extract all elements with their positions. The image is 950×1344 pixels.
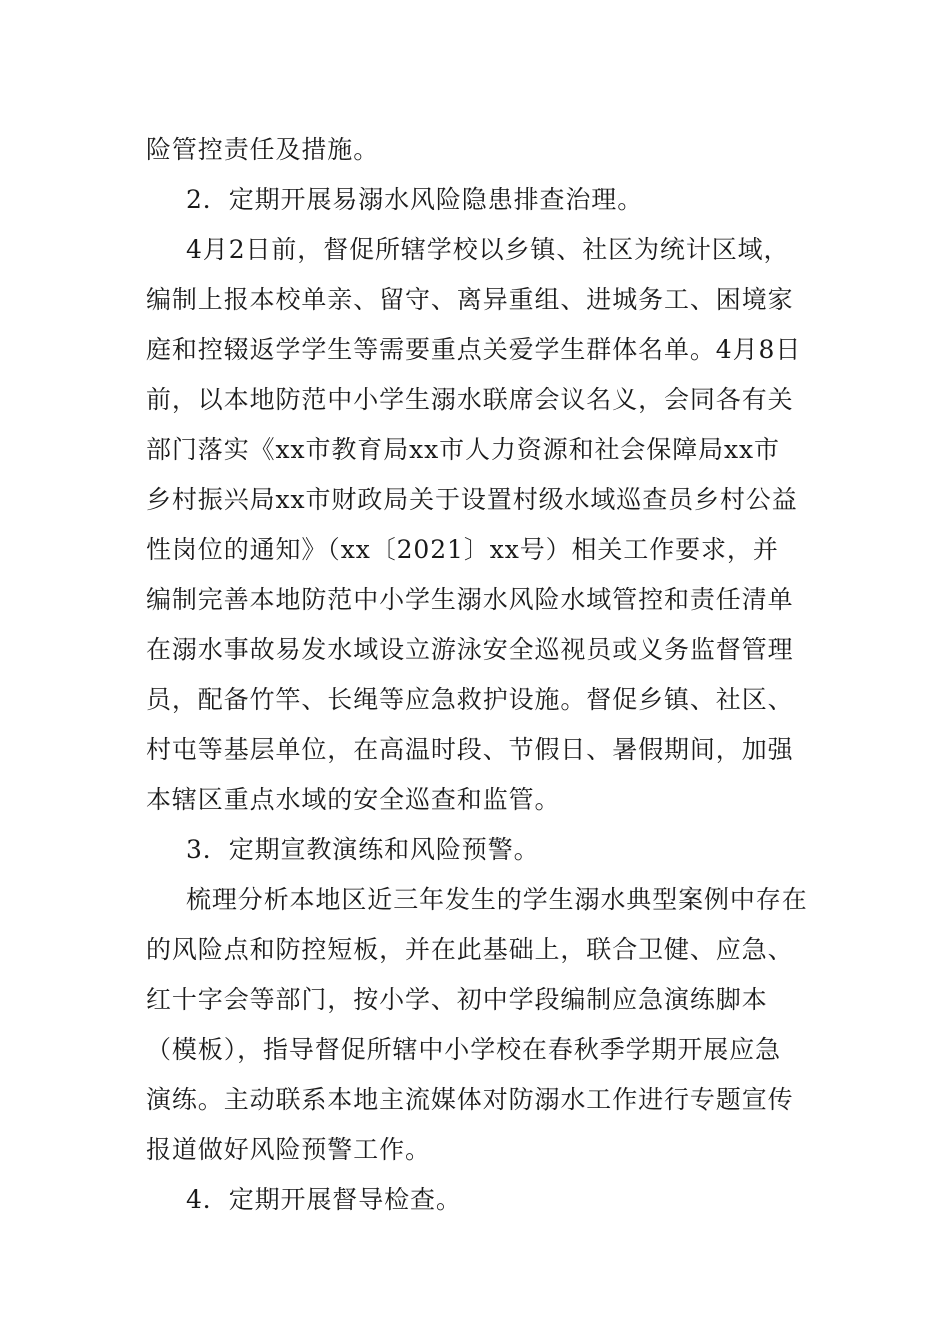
text-line: 演练。主动联系本地主流媒体对防溺水工作进行专题宣传 (146, 1085, 794, 1114)
text-line: 前，以本地防范中小学生溺水联席会议名义，会同各有关 (146, 385, 794, 414)
text-line: 报道做好风险预警工作。 (146, 1135, 431, 1164)
section-heading: 2．定期开展易溺水风险隐患排查治理。 (186, 185, 644, 214)
text-line: 部门落实《xx市教育局xx市人力资源和社会保障局xx市 (146, 435, 780, 464)
text-line: （模板），指导督促所辖中小学校在春秋季学期开展应急 (146, 1035, 782, 1064)
text-line: 员，配备竹竿、长绳等应急救护设施。督促乡镇、社区、 (146, 685, 794, 714)
text-line: 在溺水事故易发水域设立游泳安全巡视员或义务监督管理 (146, 635, 794, 664)
section-heading: 3．定期宣教演练和风险预警。 (186, 835, 540, 864)
text-line: 险管控责任及措施。 (146, 135, 380, 164)
text-line: 的风险点和防控短板，并在此基础上，联合卫健、应急、 (146, 935, 794, 964)
text-line: 红十字会等部门，按小学、初中学段编制应急演练脚本 (146, 985, 768, 1014)
text-line: 本辖区重点水域的安全巡查和监管。 (146, 785, 561, 814)
text-line: 编制上报本校单亲、留守、离异重组、进城务工、困境家 (146, 285, 794, 314)
section-heading: 4．定期开展督导检查。 (186, 1185, 462, 1214)
text-line: 庭和控辍返学学生等需要重点关爱学生群体名单。4月8日 (146, 335, 802, 364)
text-line: 村屯等基层单位，在高温时段、节假日、暑假期间，加强 (146, 735, 794, 764)
paragraph-first-line: 梳理分析本地区近三年发生的学生溺水典型案例中存在 (186, 885, 808, 914)
paragraph-first-line: 4月2日前，督促所辖学校以乡镇、社区为统计区域， (186, 235, 790, 264)
text-line: 性岗位的通知》（xx〔2021〕xx号）相关工作要求，并 (146, 535, 779, 564)
text-line: 乡村振兴局xx市财政局关于设置村级水域巡查员乡村公益 (146, 485, 798, 514)
text-line: 编制完善本地防范中小学生溺水风险水域管控和责任清单 (146, 585, 794, 614)
